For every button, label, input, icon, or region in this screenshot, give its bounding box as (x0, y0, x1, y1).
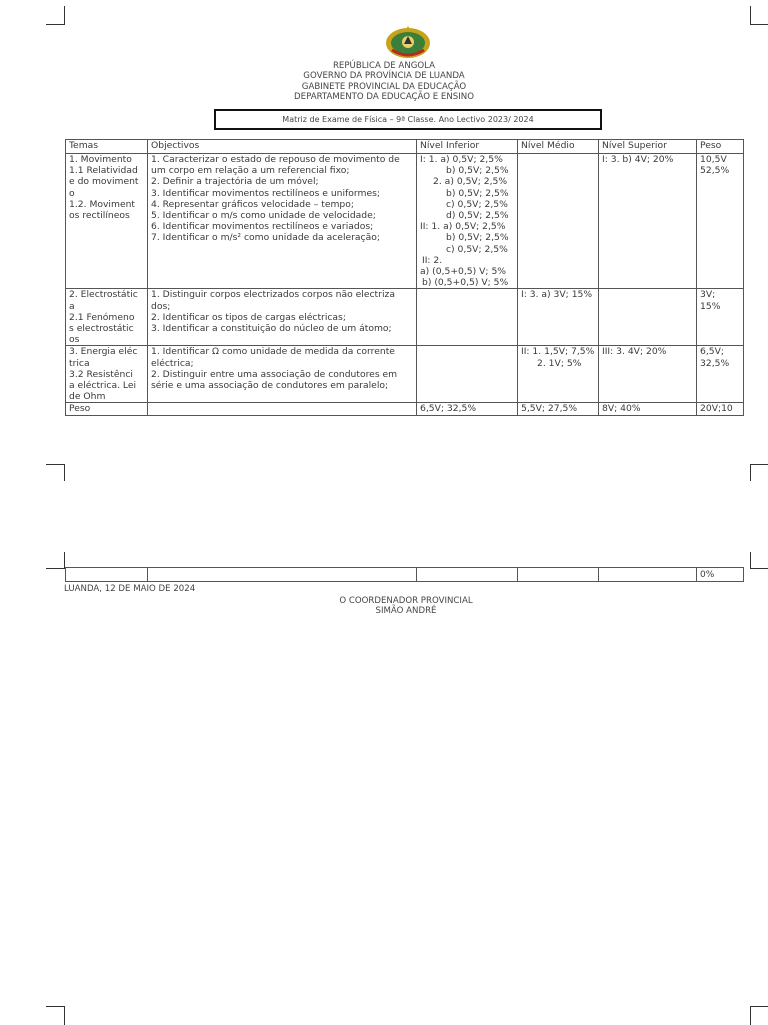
cell-empty (417, 568, 518, 582)
cell-objectivos (148, 289, 417, 346)
cell-line: III: 3. 4V; 20% (602, 346, 667, 358)
cell-line: trica (69, 357, 90, 369)
document-date: LUANDA, 12 DE MAIO DE 2024 (64, 584, 196, 594)
crop-mark-top-left (46, 6, 65, 25)
cell-line: os rectilíneos (69, 210, 130, 222)
crop-mark-mid-left-lower (46, 552, 65, 569)
column-header-nivel-medio: Nível Médio (518, 140, 599, 154)
cell-total-label: Peso (66, 403, 148, 415)
cell-line: de Ohm (69, 391, 106, 403)
cell-nivel-inferior (417, 154, 518, 289)
header-line-3: GABINETE PROVINCIAL DA EDUCAÇÃO (301, 81, 467, 92)
column-header-peso: Peso (697, 140, 744, 154)
table-row (66, 568, 744, 582)
cell-temas (66, 346, 148, 403)
column-header-nivel-inferior: Nível Inferior (417, 140, 518, 154)
cell-line: II: 1. a) 0,5V; 2,5% (420, 221, 506, 233)
cell-line: c) 0,5V; 2,5% (446, 243, 508, 255)
coordinator-name: SIMÃO ANDRÉ (375, 606, 437, 616)
cell-line: 6. Identificar movimentos rectilíneos e variados; (151, 221, 374, 233)
cell-line: 1. Caracterizar o estado de repouso de movimento de (151, 154, 400, 165)
column-header-nivel-superior: Nível Superior (599, 140, 697, 154)
cell-line: b) 0,5V; 2,5% (446, 187, 509, 199)
cell-line: c) 0,5V; 2,5% (446, 198, 508, 210)
cell-temas (66, 154, 148, 289)
exam-matrix-table (65, 139, 744, 416)
coordinator-title: O COORDENADOR PROVINCIAL (339, 596, 473, 606)
cell-total-inferior: 6,5V; 32,5% (417, 403, 518, 415)
cell-total-superior: 8V; 40% (599, 403, 697, 415)
cell-line: 1. Movimento (69, 154, 132, 165)
cell-line: 15% (700, 300, 721, 312)
cell-line: II: 1. 1,5V; 7,5% (521, 346, 595, 358)
angola-emblem-icon (384, 24, 432, 60)
crop-mark-mid-left-upper (46, 464, 65, 481)
cell-line: 52,5% (700, 165, 730, 177)
cell-nivel-medio (518, 154, 599, 289)
cell-line: 3. Energia eléc (69, 346, 138, 358)
table-continuation-row (65, 567, 744, 582)
cell-objectivos (148, 346, 417, 403)
table-row (66, 346, 744, 403)
cell-line: 2. a) 0,5V; 2,5% (433, 176, 508, 188)
document-title: Matriz de Exame de Física – 9ª Classe. Ano Lectivo 2023/ 2024 (214, 109, 602, 130)
cell-nivel-superior (599, 289, 697, 346)
cell-empty (518, 568, 599, 582)
cell-total-objectivos (148, 403, 417, 415)
cell-total-peso: 20V;10 (697, 403, 744, 415)
crop-mark-top-right (750, 6, 768, 25)
cell-empty (148, 568, 417, 582)
cell-line: 2. 1V; 5% (537, 357, 582, 369)
cell-nivel-superior (599, 346, 697, 403)
header-line-1: REPÚBLICA DE ANGOLA (332, 61, 436, 71)
cell-line: 32,5% (700, 357, 730, 369)
table-row (66, 154, 744, 289)
cell-line: d) 0,5V; 2,5% (446, 210, 509, 222)
cell-line: 2. Definir a trajectória de um móvel; (151, 176, 319, 188)
cell-nivel-medio (518, 289, 599, 346)
cell-line: a (69, 300, 75, 312)
table-total-row (66, 403, 744, 415)
table-row (66, 289, 744, 346)
cell-objectivos (148, 154, 417, 289)
cell-overflow-peso: 0% (697, 568, 744, 582)
cell-line: b) 0,5V; 2,5% (446, 232, 509, 244)
cell-line: 1. Identificar Ω como unidade de medida da corrente (151, 346, 395, 358)
cell-line: 2. Electrostátic (69, 289, 138, 301)
cell-line: 1.2. Moviment (69, 198, 136, 210)
cell-empty (599, 568, 697, 582)
cell-line: 6,5V; (700, 346, 724, 358)
cell-peso (697, 154, 744, 289)
cell-line: e do moviment (69, 176, 139, 188)
document-header (0, 61, 768, 103)
cell-line: 3V; (700, 289, 716, 301)
cell-line: I: 3. a) 3V; 15% (521, 289, 593, 301)
crop-mark-mid-right-upper (750, 464, 768, 481)
cell-line: I: 1. a) 0,5V; 2,5% (420, 154, 503, 165)
cell-line: 2. Distinguir entre uma associação de condutores em (151, 368, 398, 380)
cell-line: 3. Identificar a constituição do núcleo de um átomo; (151, 323, 392, 335)
column-header-temas: Temas (66, 140, 148, 154)
column-header-objectivos: Objectivos (148, 140, 417, 154)
crop-mark-bottom-left (46, 1006, 65, 1025)
cell-line: eléctrica; (151, 357, 194, 369)
cell-line: 1.1 Relatividad (69, 165, 138, 177)
crop-mark-mid-right-lower (750, 552, 768, 569)
cell-nivel-medio (518, 346, 599, 403)
cell-line: a eléctrica. Lei (69, 380, 137, 392)
cell-nivel-inferior (417, 289, 518, 346)
cell-total-medio: 5,5V; 27,5% (518, 403, 599, 415)
cell-empty (66, 568, 148, 582)
cell-line: II: 2. (422, 254, 443, 266)
cell-temas (66, 289, 148, 346)
cell-line: 3.2 Resistênci (69, 368, 133, 380)
cell-line: 5. Identificar o m/s como unidade de velocidade; (151, 210, 376, 222)
signature-block (0, 596, 768, 616)
cell-peso (697, 289, 744, 346)
cell-line: b) 0,5V; 2,5% (446, 165, 509, 177)
header-line-2: GOVERNO DA PROVÍNCIA DE LUANDA (303, 71, 465, 82)
cell-line: 1. Distinguir corpos electrizados corpos não electriza (151, 289, 395, 301)
cell-line: um corpo em relação a um referencial fixo; (151, 165, 350, 177)
cell-line: série e uma associação de condutores em paralelo; (151, 380, 389, 392)
cell-line: o (69, 187, 75, 199)
cell-line: b) (0,5+0,5) V; 5% (422, 277, 509, 289)
cell-line: I: 3. b) 4V; 20% (602, 154, 674, 165)
cell-line: 2. Identificar os tipos de cargas eléctricas; (151, 311, 346, 323)
cell-line: s electrostátic (69, 323, 134, 335)
cell-nivel-superior (599, 154, 697, 289)
cell-line: 7. Identificar o m/s² como unidade da aceleração; (151, 232, 380, 244)
table-header-row (66, 140, 744, 154)
cell-line: a) (0,5+0,5) V; 5% (420, 266, 507, 278)
cell-line: 4. Representar gráficos velocidade – tempo; (151, 198, 354, 210)
cell-line: 3. Identificar movimentos rectilíneos e uniformes; (151, 187, 381, 199)
cell-peso (697, 346, 744, 403)
cell-line: dos; (151, 300, 171, 312)
cell-nivel-inferior (417, 346, 518, 403)
header-line-4: DEPARTAMENTO DA EDUCAÇÃO E ENSINO (294, 92, 474, 103)
cell-line: os (69, 334, 80, 346)
cell-line: 2.1 Fenómeno (69, 311, 135, 323)
crop-mark-bottom-right (750, 1006, 768, 1025)
cell-line: 10,5V (700, 154, 727, 165)
